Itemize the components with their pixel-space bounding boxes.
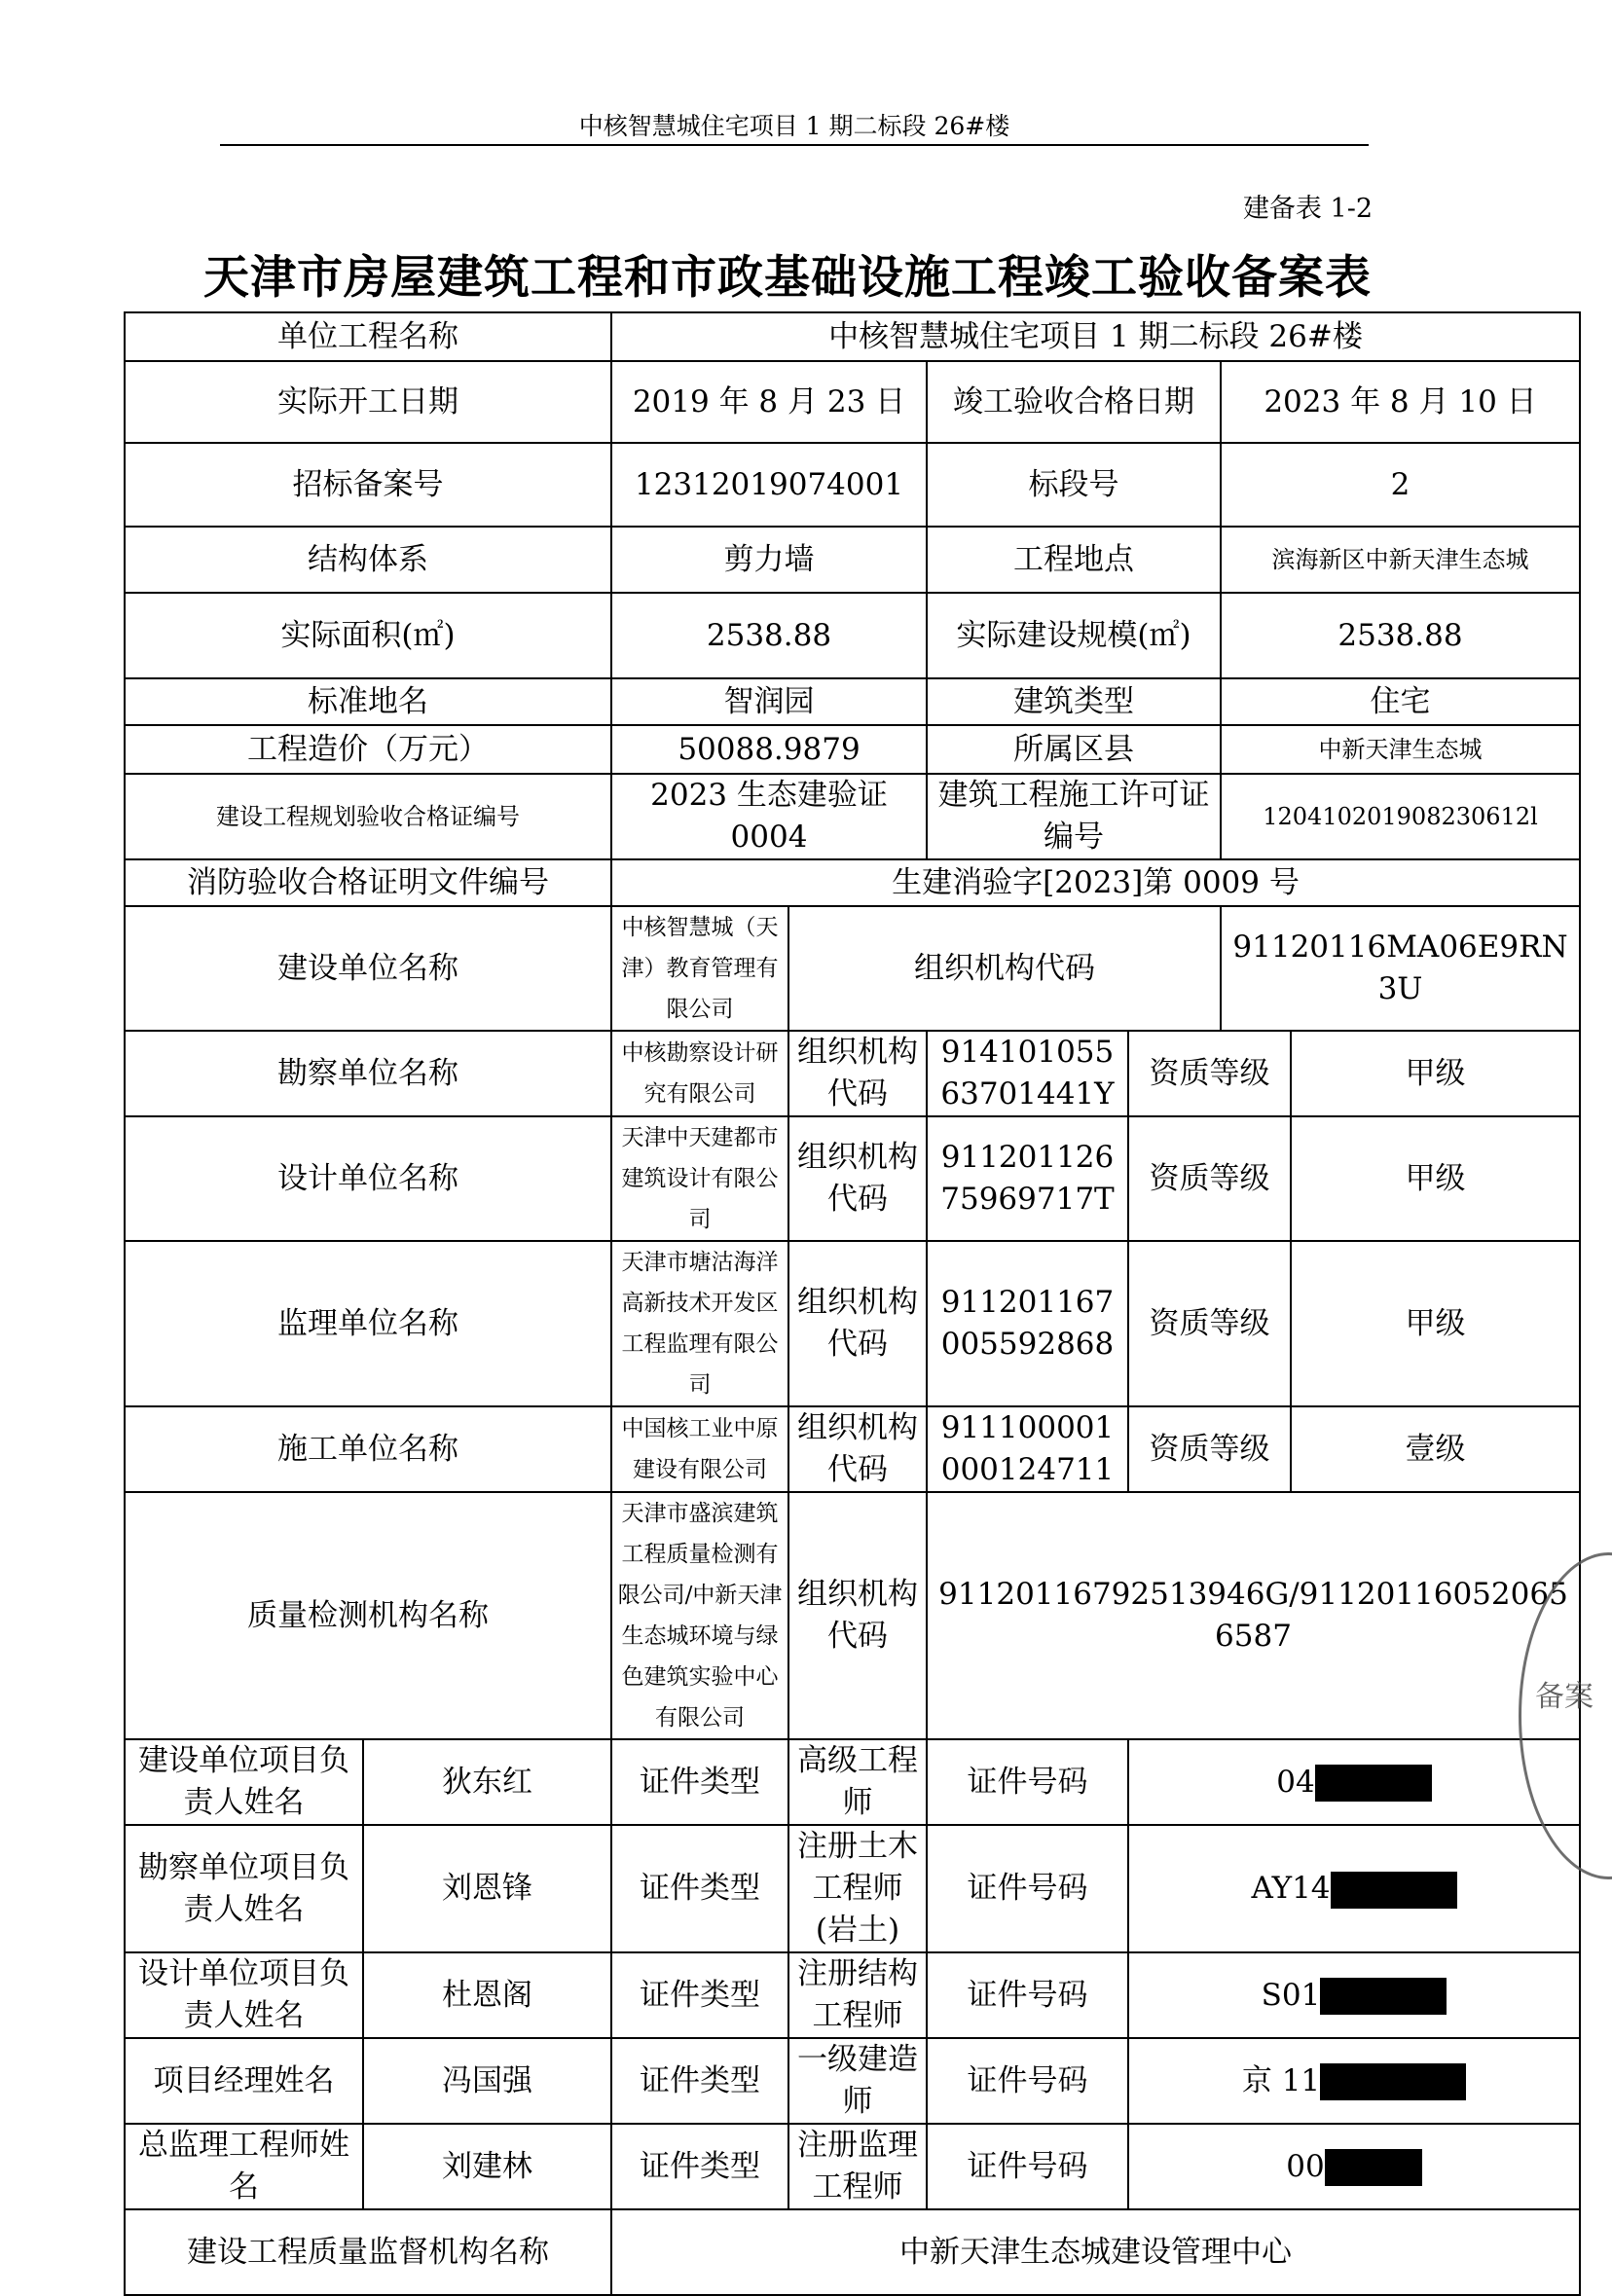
cert-no xyxy=(1128,2124,1580,2209)
row-bid xyxy=(125,443,1580,527)
cert-no-prefix: 00 xyxy=(1286,2148,1325,2184)
row-area xyxy=(125,593,1580,678)
unit-name: 天津市塘沽海洋高新技术开发区工程监理有限公司 xyxy=(611,1241,788,1406)
page-header: 中核智慧城住宅项目 1 期二标段 26#楼 xyxy=(578,112,1010,140)
person-row xyxy=(125,1952,1580,2038)
cost-label: 工程造价（万元） xyxy=(125,725,611,774)
unit-org-code: 91120116MA06E9RN3U xyxy=(1221,906,1580,1031)
section-no-label: 标段号 xyxy=(927,443,1221,527)
person-role: 项目经理姓名 xyxy=(125,2038,363,2124)
unit-name: 天津中天建都市建筑设计有限公司 xyxy=(611,1116,788,1241)
building-type-label: 建筑类型 xyxy=(927,678,1221,725)
form-number: 建备表 1-2 xyxy=(1242,194,1373,224)
document-title: 天津市房屋建筑工程和市政基础设施工程竣工验收备案表 xyxy=(203,251,1372,305)
fire-cert-label: 消防验收合格证明文件编号 xyxy=(125,859,611,906)
person-role: 建设单位项目负责人姓名 xyxy=(125,1739,363,1825)
row-dates xyxy=(125,361,1580,443)
cert-no xyxy=(1128,1952,1580,2038)
redaction-bar xyxy=(1320,1978,1447,2015)
unit-name: 中国核工业中原建设有限公司 xyxy=(611,1406,788,1492)
cert-type-label: 证件类型 xyxy=(611,1825,788,1952)
row-project-name xyxy=(125,312,1580,361)
unit-label: 建设单位名称 xyxy=(125,906,611,1031)
person-name: 杜恩阁 xyxy=(363,1952,611,2038)
start-date-value: 2019 年 8 月 23 日 xyxy=(611,361,927,443)
unit-row xyxy=(125,1492,1580,1739)
unit-row xyxy=(125,1031,1580,1116)
district-label: 所属区县 xyxy=(927,725,1221,774)
acceptance-date-value: 2023 年 8 月 10 日 xyxy=(1221,361,1580,443)
unit-org-code: 91120112675969717T xyxy=(927,1116,1128,1241)
permit-label: 建筑工程施工许可证编号 xyxy=(927,774,1221,859)
redaction-bar xyxy=(1325,2149,1422,2186)
cert-type-label: 证件类型 xyxy=(611,2038,788,2124)
cert-no xyxy=(1128,1825,1580,1952)
cert-no-prefix: 京 11 xyxy=(1241,2062,1321,2098)
cert-type: 注册土木工程师(岩土) xyxy=(788,1825,927,1952)
scale-value: 2538.88 xyxy=(1221,593,1580,678)
filing-form-table xyxy=(124,311,1581,2296)
unit-name: 中核勘察设计研究有限公司 xyxy=(611,1031,788,1116)
unit-row xyxy=(125,1241,1580,1406)
acceptance-date-label: 竣工验收合格日期 xyxy=(927,361,1221,443)
person-row xyxy=(125,1739,1580,1825)
person-row xyxy=(125,2124,1580,2209)
cert-no xyxy=(1128,1739,1580,1825)
cert-type: 高级工程师 xyxy=(788,1739,927,1825)
cert-no-label: 证件号码 xyxy=(927,2038,1128,2124)
unit-org-code: 911100001000124711 xyxy=(927,1406,1128,1492)
unit-name: 中核智慧城（天津）教育管理有限公司 xyxy=(611,906,788,1031)
area-label: 实际面积(㎡) xyxy=(125,593,611,678)
qualification-grade: 壹级 xyxy=(1291,1406,1580,1492)
unit-label: 质量检测机构名称 xyxy=(125,1492,611,1739)
stamp-text: 备案 xyxy=(1535,1680,1594,1714)
header-rule xyxy=(220,144,1369,146)
unit-row xyxy=(125,1406,1580,1492)
section-no-value: 2 xyxy=(1221,443,1580,527)
cert-no-label: 证件号码 xyxy=(927,2124,1128,2209)
cert-no-label: 证件号码 xyxy=(927,1739,1128,1825)
unit-org-code: 91410105563701441Y xyxy=(927,1031,1128,1116)
person-name: 冯国强 xyxy=(363,2038,611,2124)
unit-org-code: 911201167005592868 xyxy=(927,1241,1128,1406)
planning-cert-value: 2023 生态建验证 0004 xyxy=(611,774,927,859)
cert-no-prefix: 04 xyxy=(1276,1764,1315,1800)
cert-type: 一级建造师 xyxy=(788,2038,927,2124)
planning-cert-label: 建设工程规划验收合格证编号 xyxy=(125,774,611,859)
redaction-bar xyxy=(1320,2063,1466,2100)
qualification-label: 资质等级 xyxy=(1128,1241,1291,1406)
org-code-label: 组织机构代码 xyxy=(788,1116,927,1241)
row-structure xyxy=(125,527,1580,593)
qualification-label: 资质等级 xyxy=(1128,1031,1291,1116)
person-row xyxy=(125,2038,1580,2124)
redaction-bar xyxy=(1315,1765,1432,1802)
structure-label: 结构体系 xyxy=(125,527,611,593)
area-value: 2538.88 xyxy=(611,593,927,678)
person-name: 狄东红 xyxy=(363,1739,611,1825)
row-cost xyxy=(125,725,1580,774)
redaction-bar xyxy=(1331,1872,1457,1909)
cert-type-label: 证件类型 xyxy=(611,1739,788,1825)
qualification-grade: 甲级 xyxy=(1291,1031,1580,1116)
location-label: 工程地点 xyxy=(927,527,1221,593)
project-name-value: 中核智慧城住宅项目 1 期二标段 26#楼 xyxy=(611,312,1580,361)
structure-value: 剪力墙 xyxy=(611,527,927,593)
building-type-value: 住宅 xyxy=(1221,678,1580,725)
unit-row xyxy=(125,1116,1580,1241)
person-name: 刘建林 xyxy=(363,2124,611,2209)
place-name-label: 标准地名 xyxy=(125,678,611,725)
row-planning xyxy=(125,774,1580,859)
permit-value: 120410201908230612l xyxy=(1221,774,1580,859)
person-name: 刘恩锋 xyxy=(363,1825,611,1952)
cert-no-prefix: S01 xyxy=(1261,1977,1321,2013)
cert-type-label: 证件类型 xyxy=(611,2124,788,2209)
supervision-value: 中新天津生态城建设管理中心 xyxy=(611,2209,1580,2295)
bid-no-label: 招标备案号 xyxy=(125,443,611,527)
bid-no-value: 12312019074001 xyxy=(611,443,927,527)
row-place xyxy=(125,678,1580,725)
supervision-label: 建设工程质量监督机构名称 xyxy=(125,2209,611,2295)
district-value: 中新天津生态城 xyxy=(1221,725,1580,774)
unit-label: 施工单位名称 xyxy=(125,1406,611,1492)
cert-no xyxy=(1128,2038,1580,2124)
person-role: 设计单位项目负责人姓名 xyxy=(125,1952,363,2038)
qualification-grade: 甲级 xyxy=(1291,1116,1580,1241)
cert-no-prefix: AY14 xyxy=(1251,1871,1331,1906)
row-supervision xyxy=(125,2209,1580,2295)
qualification-label: 资质等级 xyxy=(1128,1116,1291,1241)
person-role: 总监理工程师姓名 xyxy=(125,2124,363,2209)
cert-type: 注册监理工程师 xyxy=(788,2124,927,2209)
unit-row xyxy=(125,906,1580,1031)
unit-label: 设计单位名称 xyxy=(125,1116,611,1241)
scale-label: 实际建设规模(㎡) xyxy=(927,593,1221,678)
person-row xyxy=(125,1825,1580,1952)
start-date-label: 实际开工日期 xyxy=(125,361,611,443)
cert-no-label: 证件号码 xyxy=(927,1825,1128,1952)
cert-type: 注册结构工程师 xyxy=(788,1952,927,2038)
org-code-label: 组织机构代码 xyxy=(788,906,1221,1031)
org-code-label: 组织机构代码 xyxy=(788,1241,927,1406)
fire-cert-value: 生建消验字[2023]第 0009 号 xyxy=(611,859,1580,906)
qualification-label: 资质等级 xyxy=(1128,1406,1291,1492)
cert-no-label: 证件号码 xyxy=(927,1952,1128,2038)
row-fire xyxy=(125,859,1580,906)
org-code-label: 组织机构代码 xyxy=(788,1406,927,1492)
qualification-grade: 甲级 xyxy=(1291,1241,1580,1406)
unit-label: 勘察单位名称 xyxy=(125,1031,611,1116)
place-name-value: 智润园 xyxy=(611,678,927,725)
location-value: 滨海新区中新天津生态城 xyxy=(1221,527,1580,593)
org-code-label: 组织机构代码 xyxy=(788,1031,927,1116)
project-name-label: 单位工程名称 xyxy=(125,312,611,361)
unit-label: 监理单位名称 xyxy=(125,1241,611,1406)
cert-type-label: 证件类型 xyxy=(611,1952,788,2038)
person-role: 勘察单位项目负责人姓名 xyxy=(125,1825,363,1952)
cost-value: 50088.9879 xyxy=(611,725,927,774)
unit-name: 天津市盛滨建筑工程质量检测有限公司/中新天津生态城环境与绿色建筑实验中心有限公司 xyxy=(611,1492,788,1739)
org-code-label: 组织机构代码 xyxy=(788,1492,927,1739)
unit-org-code: 91120116792513946G/911201160520656587 xyxy=(927,1492,1580,1739)
